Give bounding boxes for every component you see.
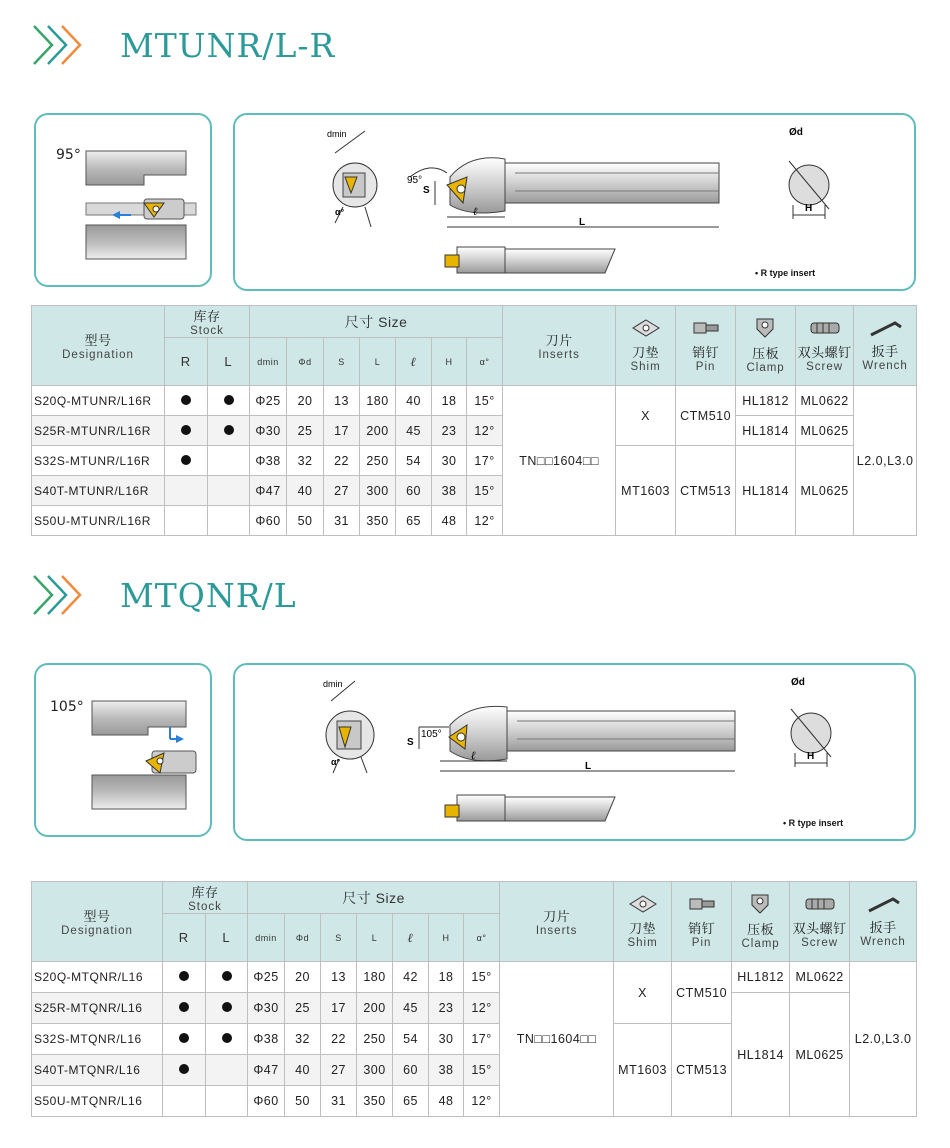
stock-r-cell: [163, 1055, 206, 1086]
shim-icon: [628, 894, 658, 914]
l-total-cell: 200: [357, 993, 393, 1024]
screw-cell: ML0622: [790, 962, 850, 993]
l-small-cell: 54: [396, 446, 432, 476]
r-type-insert-note: • R type insert: [755, 268, 816, 278]
size-header: 尺寸 Size: [250, 306, 503, 338]
col-h: H: [432, 338, 467, 386]
d-cell: 20: [287, 386, 324, 416]
double-chevron-icon: [30, 22, 88, 68]
s-cell: 22: [321, 1024, 357, 1055]
h-cell: 38: [432, 476, 467, 506]
alpha-cell: 15°: [464, 962, 500, 993]
in-stock-dot: [181, 395, 191, 405]
col-h: H: [429, 914, 464, 962]
dmin-cell: Φ30: [248, 993, 285, 1024]
alpha-cell: 15°: [467, 476, 503, 506]
d-cell: 50: [285, 1086, 321, 1117]
d-cell: 32: [287, 446, 324, 476]
stock-l-cell: [208, 446, 250, 476]
l-total-cell: 300: [360, 476, 396, 506]
angle-label: 95°: [56, 147, 81, 163]
l-small-cell: 54: [393, 1024, 429, 1055]
dmin-cell: Φ38: [250, 446, 287, 476]
inserts-header: 刀片 Inserts: [503, 306, 616, 386]
dimension-diagram: [233, 663, 916, 841]
boring-bar-dimension-drawing: [235, 115, 918, 293]
h-cell: 23: [432, 416, 467, 446]
dmin-cell: Φ60: [248, 1086, 285, 1117]
clamp-icon: [746, 893, 776, 915]
spec-table: [31, 305, 917, 536]
designation-header: 型号 Designation: [32, 306, 165, 386]
stock-r-cell: [165, 476, 208, 506]
l-small-cell: 42: [393, 962, 429, 993]
application-diagram: [34, 663, 212, 837]
designation-cell: S50U-MTQNR/L16: [32, 1086, 163, 1117]
s-cell: 31: [324, 506, 360, 536]
diameter-label: Ød: [791, 677, 805, 688]
h-cell: 18: [429, 962, 464, 993]
in-stock-dot: [179, 1064, 189, 1074]
wrench-header: 扳手 Wrench: [854, 306, 917, 386]
dmin-label: dmin: [323, 679, 343, 689]
alpha-cell: 15°: [467, 386, 503, 416]
in-stock-dot: [224, 395, 234, 405]
col-alpha: α°: [467, 338, 503, 386]
stock-r-cell: [165, 506, 208, 536]
l-total-cell: 300: [357, 1055, 393, 1086]
screw-cell: ML0625: [790, 993, 850, 1117]
insert-cell: TN□□1604□□: [503, 386, 616, 536]
pin-cell: CTM513: [672, 1024, 732, 1117]
stock-l-cell: [206, 1024, 248, 1055]
l-total-dim-label: L: [579, 217, 586, 228]
dmin-cell: Φ47: [248, 1055, 285, 1086]
s-cell: 31: [321, 1086, 357, 1117]
stock-l-cell: [208, 386, 250, 416]
stock-r-cell: [163, 1024, 206, 1055]
col-l-total: L: [360, 338, 396, 386]
d-cell: 40: [287, 476, 324, 506]
wrench-header: 扳手 Wrench: [850, 882, 917, 962]
alpha-cell: 12°: [464, 993, 500, 1024]
clamp-cell: HL1812: [732, 962, 790, 993]
h-dim-label: H: [805, 203, 813, 214]
l-small-cell: 65: [396, 506, 432, 536]
l-total-cell: 180: [360, 386, 396, 416]
designation-cell: S25R-MTQNR/L16: [32, 993, 163, 1024]
pin-cell: CTM510: [672, 962, 732, 1024]
h-cell: 30: [432, 446, 467, 476]
stock-r-header: R: [165, 338, 208, 386]
angle-label: 105°: [50, 699, 84, 715]
stock-l-cell: [206, 962, 248, 993]
clamp-cell: HL1814: [732, 993, 790, 1117]
in-stock-dot: [222, 971, 232, 981]
d-cell: 20: [285, 962, 321, 993]
l-total-cell: 250: [360, 446, 396, 476]
table-row: [32, 416, 917, 446]
designation-cell: S20Q-MTQNR/L16: [32, 962, 163, 993]
r-type-insert-note: • R type insert: [783, 818, 844, 828]
l-total-cell: 180: [357, 962, 393, 993]
stock-r-header: R: [163, 914, 206, 962]
l-small-dim-label: ℓ: [473, 205, 478, 218]
col-l-total: L: [357, 914, 393, 962]
pin-cell: CTM513: [676, 446, 736, 536]
spec-table: [31, 881, 917, 1117]
l-small-cell: 60: [393, 1055, 429, 1086]
l-small-cell: 45: [396, 416, 432, 446]
stock-l-header: L: [206, 914, 248, 962]
stock-l-cell: [208, 506, 250, 536]
boring-bar-in-bore-drawing: [36, 665, 214, 839]
insert-cell: TN□□1604□□: [500, 962, 614, 1117]
wrench-cell: L2.0,L3.0: [854, 386, 917, 536]
application-diagram: [34, 113, 212, 287]
stock-r-cell: [165, 446, 208, 476]
pin-header: 销钉 Pin: [672, 882, 732, 962]
s-cell: 13: [324, 386, 360, 416]
in-stock-dot: [179, 1002, 189, 1012]
l-total-cell: 350: [360, 506, 396, 536]
dmin-cell: Φ38: [248, 1024, 285, 1055]
stock-l-cell: [208, 416, 250, 446]
alpha-cell: 15°: [464, 1055, 500, 1086]
designation-cell: S40T-MTQNR/L16: [32, 1055, 163, 1086]
pin-icon: [691, 318, 721, 338]
dmin-cell: Φ30: [250, 416, 287, 446]
dmin-cell: Φ25: [250, 386, 287, 416]
s-cell: 27: [324, 476, 360, 506]
boring-bar-dimension-drawing: [235, 665, 918, 843]
stock-l-cell: [206, 1086, 248, 1117]
stock-r-cell: [165, 386, 208, 416]
clamp-cell: HL1814: [736, 446, 796, 536]
in-stock-dot: [181, 425, 191, 435]
h-cell: 18: [432, 386, 467, 416]
in-stock-dot: [224, 425, 234, 435]
stock-header: 库存 Stock: [165, 306, 250, 338]
wrench-icon: [867, 319, 903, 337]
designation-cell: S32S-MTUNR/L16R: [32, 446, 165, 476]
screw-icon: [808, 318, 842, 338]
l-small-cell: 40: [396, 386, 432, 416]
table-row: [32, 446, 917, 476]
h-cell: 23: [429, 993, 464, 1024]
col-l-small: ℓ: [393, 914, 429, 962]
d-cell: 32: [285, 1024, 321, 1055]
alpha-label: α°: [335, 207, 345, 217]
stock-r-cell: [163, 1086, 206, 1117]
designation-cell: S50U-MTUNR/L16R: [32, 506, 165, 536]
s-cell: 17: [324, 416, 360, 446]
screw-cell: ML0625: [796, 416, 854, 446]
s-cell: 13: [321, 962, 357, 993]
screw-icon: [803, 894, 837, 914]
alpha-cell: 17°: [464, 1024, 500, 1055]
pin-header: 销钉 Pin: [676, 306, 736, 386]
in-stock-dot: [222, 1002, 232, 1012]
clamp-cell: HL1814: [736, 416, 796, 446]
l-small-dim-label: ℓ: [471, 749, 476, 762]
stock-header: 库存 Stock: [163, 882, 248, 914]
s-cell: 22: [324, 446, 360, 476]
wrench-cell: L2.0,L3.0: [850, 962, 917, 1117]
d-cell: 40: [285, 1055, 321, 1086]
alpha-cell: 12°: [467, 506, 503, 536]
l-small-cell: 60: [396, 476, 432, 506]
wrench-icon: [865, 895, 901, 913]
col-d: Φd: [287, 338, 324, 386]
col-d: Φd: [285, 914, 321, 962]
double-chevron-icon: [30, 572, 88, 618]
screw-header: 双头螺钉 Screw: [796, 306, 854, 386]
d-cell: 25: [287, 416, 324, 446]
dmin-label: dmin: [327, 129, 347, 139]
shim-cell: MT1603: [616, 446, 676, 536]
alpha-cell: 12°: [464, 1086, 500, 1117]
page-title: MTQNR/L: [120, 575, 297, 615]
clamp-cell: HL1812: [736, 386, 796, 416]
l-small-cell: 65: [393, 1086, 429, 1117]
stock-r-cell: [163, 993, 206, 1024]
shim-header: 刀垫 Shim: [614, 882, 672, 962]
designation-header: 型号 Designation: [32, 882, 163, 962]
dimension-diagram: [233, 113, 916, 291]
shim-header: 刀垫 Shim: [616, 306, 676, 386]
stock-l-cell: [206, 993, 248, 1024]
stock-l-header: L: [208, 338, 250, 386]
pin-cell: CTM510: [676, 386, 736, 446]
s-dim-label: S: [407, 737, 414, 748]
screw-cell: ML0622: [796, 386, 854, 416]
boring-bar-in-bore-drawing: [36, 115, 214, 289]
h-dim-label: H: [807, 751, 815, 762]
designation-cell: S32S-MTQNR/L16: [32, 1024, 163, 1055]
d-cell: 50: [287, 506, 324, 536]
col-dmin: dmin: [248, 914, 285, 962]
h-cell: 38: [429, 1055, 464, 1086]
stock-l-cell: [206, 1055, 248, 1086]
shim-icon: [631, 318, 661, 338]
dmin-cell: Φ60: [250, 506, 287, 536]
size-header: 尺寸 Size: [248, 882, 500, 914]
clamp-header: 压板 Clamp: [732, 882, 790, 962]
in-stock-dot: [222, 1033, 232, 1043]
designation-cell: S20Q-MTUNR/L16R: [32, 386, 165, 416]
stock-r-cell: [165, 416, 208, 446]
s-dim-label: S: [423, 185, 430, 196]
l-total-cell: 250: [357, 1024, 393, 1055]
tool-angle-label: 105°: [421, 729, 442, 740]
pin-icon: [687, 894, 717, 914]
d-cell: 25: [285, 993, 321, 1024]
clamp-icon: [751, 317, 781, 339]
alpha-label: α°: [331, 757, 341, 767]
screw-header: 双头螺钉 Screw: [790, 882, 850, 962]
tool-angle-label: 95°: [407, 175, 423, 186]
stock-l-cell: [208, 476, 250, 506]
table-row: [32, 993, 917, 1024]
h-cell: 30: [429, 1024, 464, 1055]
table-row: [32, 962, 917, 993]
screw-cell: ML0625: [796, 446, 854, 536]
stock-r-cell: [163, 962, 206, 993]
page-title: MTUNR/L-R: [120, 25, 336, 65]
alpha-cell: 17°: [467, 446, 503, 476]
s-cell: 17: [321, 993, 357, 1024]
clamp-header: 压板 Clamp: [736, 306, 796, 386]
in-stock-dot: [179, 1033, 189, 1043]
in-stock-dot: [181, 455, 191, 465]
designation-cell: S25R-MTUNR/L16R: [32, 416, 165, 446]
col-dmin: dmin: [250, 338, 287, 386]
in-stock-dot: [179, 971, 189, 981]
l-total-cell: 200: [360, 416, 396, 446]
l-small-cell: 45: [393, 993, 429, 1024]
l-total-dim-label: L: [585, 761, 592, 772]
table-row: [32, 386, 917, 416]
dmin-cell: Φ47: [250, 476, 287, 506]
section-header: [30, 20, 335, 70]
h-cell: 48: [432, 506, 467, 536]
col-s: S: [324, 338, 360, 386]
col-s: S: [321, 914, 357, 962]
section-header: [30, 570, 297, 620]
inserts-header: 刀片 Inserts: [500, 882, 614, 962]
shim-cell: X: [614, 962, 672, 1024]
col-l-small: ℓ: [396, 338, 432, 386]
h-cell: 48: [429, 1086, 464, 1117]
col-alpha: α°: [464, 914, 500, 962]
s-cell: 27: [321, 1055, 357, 1086]
shim-cell: X: [616, 386, 676, 446]
shim-cell: MT1603: [614, 1024, 672, 1117]
designation-cell: S40T-MTUNR/L16R: [32, 476, 165, 506]
dmin-cell: Φ25: [248, 962, 285, 993]
l-total-cell: 350: [357, 1086, 393, 1117]
alpha-cell: 12°: [467, 416, 503, 446]
diameter-label: Ød: [789, 127, 803, 138]
